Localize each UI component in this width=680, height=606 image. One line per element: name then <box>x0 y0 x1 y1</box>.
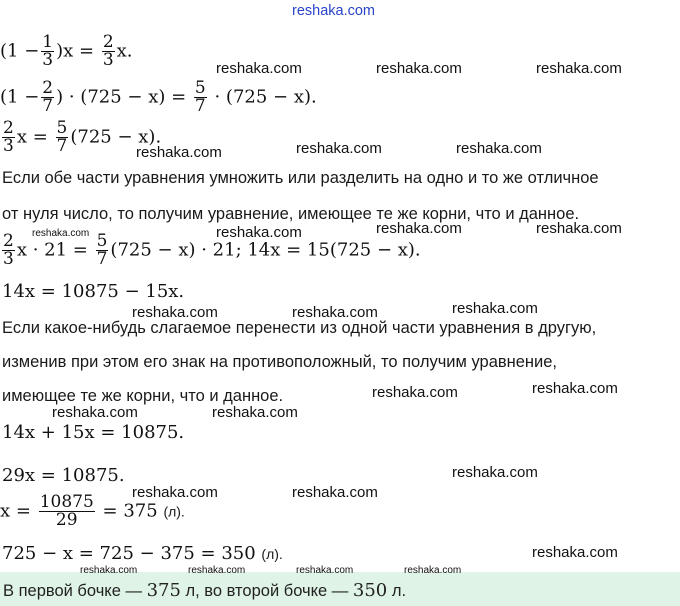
watermark: reshaka.com <box>456 140 542 157</box>
watermark: reshaka.com <box>32 228 90 239</box>
site-header[interactable]: reshaka.com <box>292 3 376 19</box>
eq2-part: · (725 − x). <box>214 86 317 108</box>
answer-prefix: В первой бочке — <box>3 582 142 600</box>
watermark: reshaka.com <box>376 220 462 237</box>
eq2-part: ) · (725 − x) = <box>56 86 187 108</box>
watermark: reshaka.com <box>52 404 138 421</box>
rule-1-line-2: от нуля число, то получим уравнение, имеющее те же корни, что и данное. <box>2 205 580 223</box>
fraction <box>56 120 69 155</box>
fraction <box>41 80 54 115</box>
eq8-part: x = <box>0 500 31 522</box>
watermark: reshaka.com <box>452 300 538 317</box>
eq4-part: x · 21 = <box>16 239 88 261</box>
denominator: 7 <box>194 96 206 116</box>
watermark: reshaka.com <box>532 380 618 397</box>
denominator: 7 <box>96 249 108 269</box>
rule-2-line-2: изменив при этом его знак на противоположный, то получим уравнение, <box>2 353 558 371</box>
denominator: 3 <box>3 249 14 269</box>
watermark: reshaka.com <box>216 224 302 241</box>
fraction <box>39 494 95 529</box>
numerator: 5 <box>194 78 206 98</box>
eq1-part: )x = <box>56 40 95 62</box>
eq1-part: (1 − <box>0 40 40 62</box>
fraction <box>2 120 15 155</box>
watermark: reshaka.com <box>452 464 538 481</box>
answer-second-value: 350 <box>352 580 388 601</box>
eq9-part: 725 − x = 725 − 375 = 350 <box>2 543 256 564</box>
numerator: 10875 <box>39 492 94 512</box>
equation-9 <box>2 545 283 563</box>
unit-label: (л). <box>261 546 283 562</box>
watermark: reshaka.com <box>376 60 462 77</box>
watermark: reshaka.com <box>188 565 246 576</box>
equation-2 <box>0 80 317 115</box>
watermark: reshaka.com <box>80 565 138 576</box>
denominator: 29 <box>39 511 95 529</box>
denominator: 3 <box>102 50 114 70</box>
watermark: reshaka.com <box>404 565 462 576</box>
eq1-part: x. <box>116 40 133 62</box>
answer-suffix: л. <box>391 582 407 600</box>
numerator: 2 <box>3 118 14 138</box>
watermark: reshaka.com <box>532 544 618 561</box>
fraction <box>96 233 109 268</box>
equation-6: 14x + 15x = 10875. <box>2 422 185 443</box>
watermark: reshaka.com <box>216 60 302 77</box>
answer-middle: л, во второй бочке — <box>185 582 349 600</box>
fraction <box>41 34 54 69</box>
numerator: 1 <box>42 32 54 52</box>
numerator: 5 <box>96 231 108 251</box>
eq3-part: (725 − x). <box>70 126 162 148</box>
equation-5: 14x = 10875 − 15x. <box>2 281 185 302</box>
eq8-part: = 375 <box>102 500 158 522</box>
unit-label: (л). <box>163 503 185 520</box>
watermark: reshaka.com <box>536 60 622 77</box>
equation-7: 29x = 10875. <box>2 465 125 486</box>
numerator: 2 <box>102 32 114 52</box>
eq4-part: (725 − x) · 21; 14x = 15(725 − x). <box>110 239 421 261</box>
denominator: 7 <box>56 136 68 156</box>
fraction <box>194 80 207 115</box>
watermark: reshaka.com <box>372 384 458 401</box>
answer-banner <box>0 572 680 606</box>
eq3-part: x = <box>16 126 48 148</box>
denominator: 3 <box>3 136 14 156</box>
answer-text <box>3 580 406 601</box>
rule-2-line-1: Если какое-нибудь слагаемое перенести из одной части уравнения в другую, <box>2 319 597 337</box>
denominator: 7 <box>42 96 54 116</box>
watermark: reshaka.com <box>292 484 378 501</box>
fraction <box>2 233 15 268</box>
numerator: 2 <box>3 231 14 251</box>
eq2-part: (1 − <box>0 86 40 108</box>
rule-1-line-1: Если обе части уравнения умножить или разделить на одно и то же отличное <box>2 169 599 187</box>
denominator: 3 <box>42 50 54 70</box>
numerator: 2 <box>42 78 54 98</box>
answer-first-value: 375 <box>146 580 181 601</box>
watermark: reshaka.com <box>212 404 298 421</box>
fraction <box>102 34 115 69</box>
watermark: reshaka.com <box>536 220 622 237</box>
watermark: reshaka.com <box>132 484 218 501</box>
watermark: reshaka.com <box>136 144 222 161</box>
equation-1 <box>0 34 133 69</box>
watermark: reshaka.com <box>296 140 382 157</box>
watermark: reshaka.com <box>132 304 218 321</box>
watermark: reshaka.com <box>292 304 378 321</box>
rule-2-line-3: имеющее те же корни, что и данное. <box>2 387 284 405</box>
numerator: 5 <box>56 118 68 138</box>
watermark: reshaka.com <box>296 565 354 576</box>
